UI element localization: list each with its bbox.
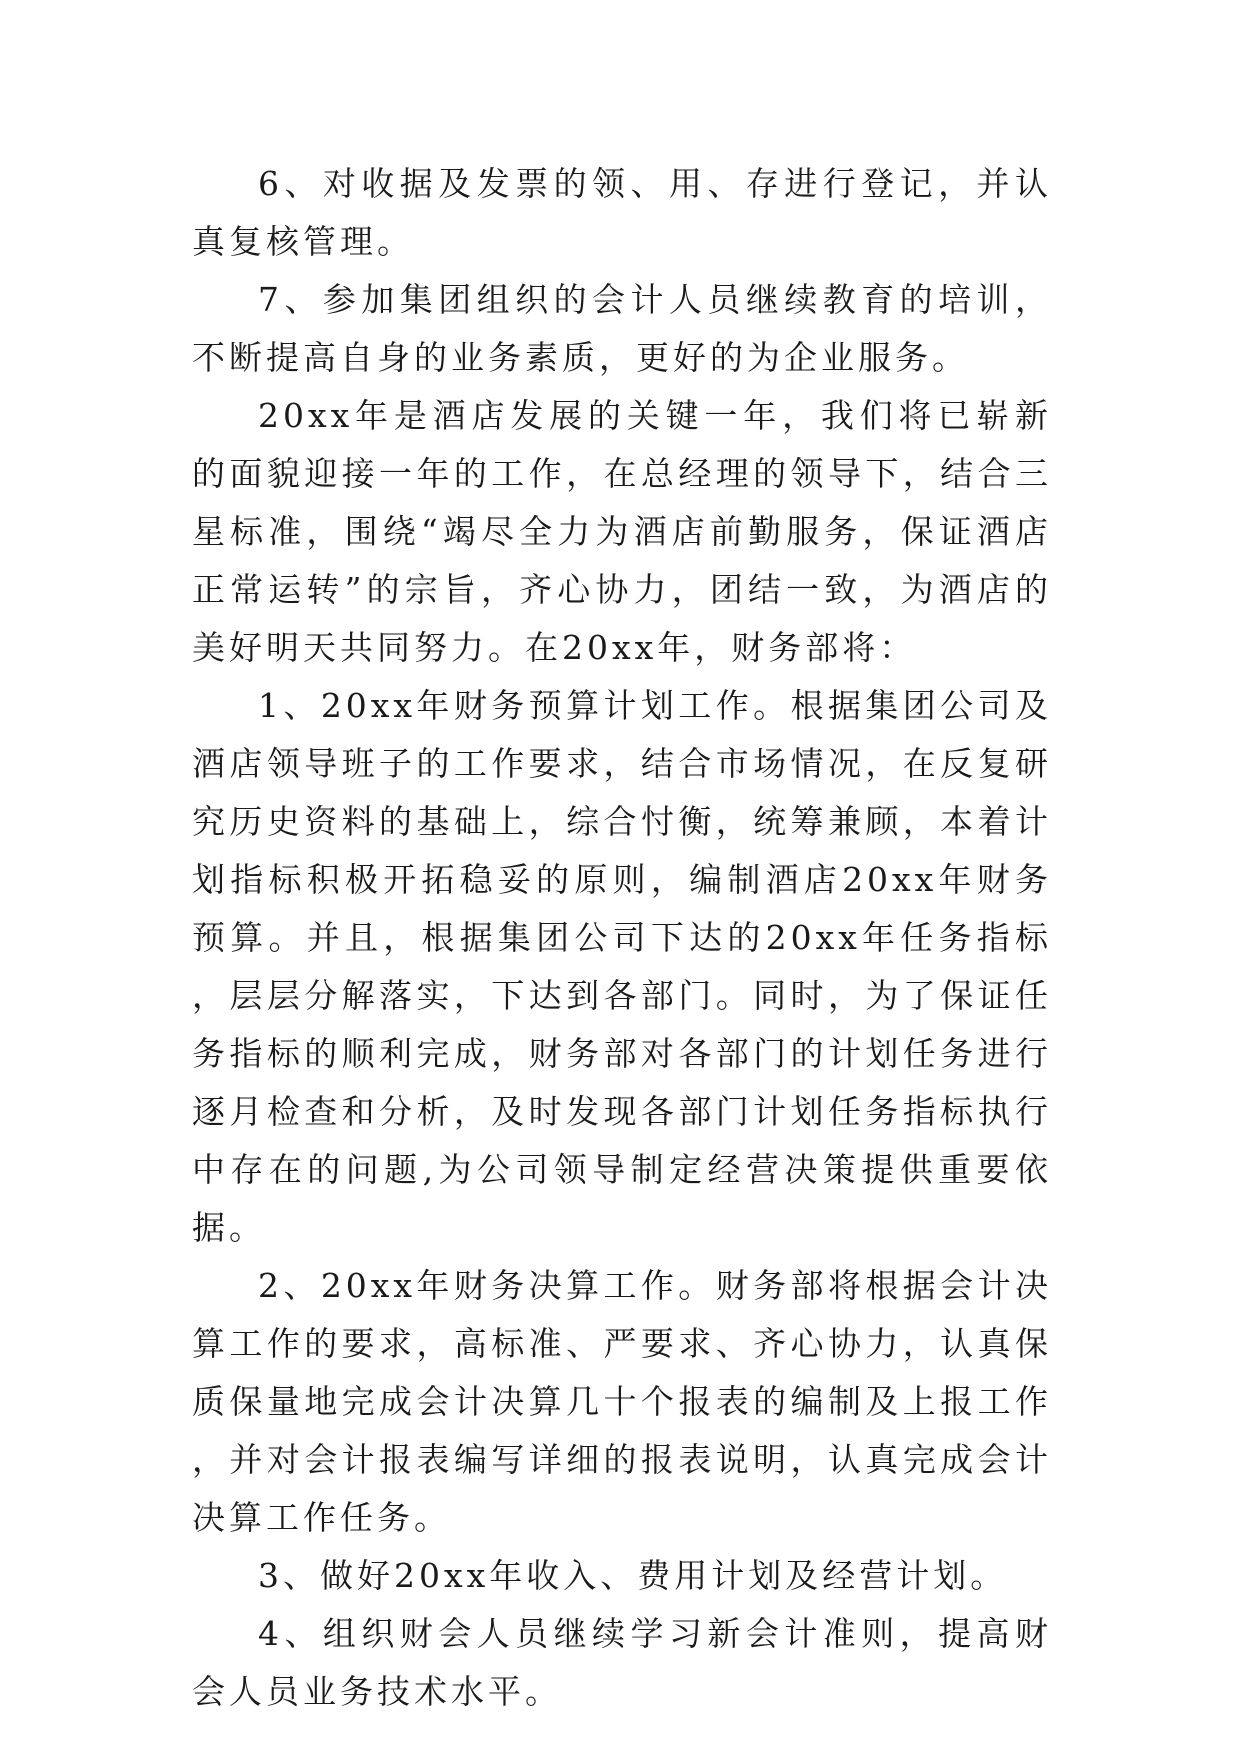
paragraph-plan-1-budget: 1、20xx年财务预算计划工作。根据集团公司及酒店领导班子的工作要求，结合市场情况，在反复研究历史资料的基础上，综合忖衡，统筹兼顾，本着计划指标积极开拓稳妥的原则，编制酒店20xx年财务预算。并且，根据集团公司下达的20xx年任务指标，层层分解落实，下达到各部门。同时，为了保证任务指标的顺利完成，财务部对各部门的计划任务进行逐月检查和分析，及时发现各部门计划任务指标执行中存在的问题,为公司领导制定经营决策提供重要依据。 (192, 686, 1052, 1247)
paragraph-plan-2-final-accounts: 2、20xx年财务决算工作。财务部将根据会计决算工作的要求，高标准、严要求、齐心协力，认真保质保量地完成会计决算几十个报表的编制及上报工作，并对会计报表编写详细的报表说明，认真完成会计决算工作任务。 (192, 1266, 1052, 1537)
paragraph-plan-4-staff-study: 4、组织财会人员继续学习新会计准则，提高财会人员业务技术水平。 (192, 1614, 1052, 1711)
paragraph-item-7-training: 7、参加集团组织的会计人员继续教育的培训，不断提高自身的业务素质，更好的为企业服务。 (192, 280, 1052, 377)
paragraph-year-plan-intro: 20xx年是酒店发展的关键一年，我们将已崭新的面貌迎接一年的工作，在总经理的领导下，结合三星标准，围绕“竭尽全力为酒店前勤服务，保证酒店正常运转”的宗旨，齐心协力，团结一致，为酒店的美好明天共同努力。在20xx年，财务部将： (192, 396, 1052, 667)
paragraph-plan-3-revenue-expense: 3、做好20xx年收入、费用计划及经营计划。 (258, 1556, 1008, 1595)
document-body (192, 155, 1052, 1721)
paragraph-item-6-receipts: 6、对收据及发票的领、用、存进行登记，并认真复核管理。 (192, 164, 1052, 261)
